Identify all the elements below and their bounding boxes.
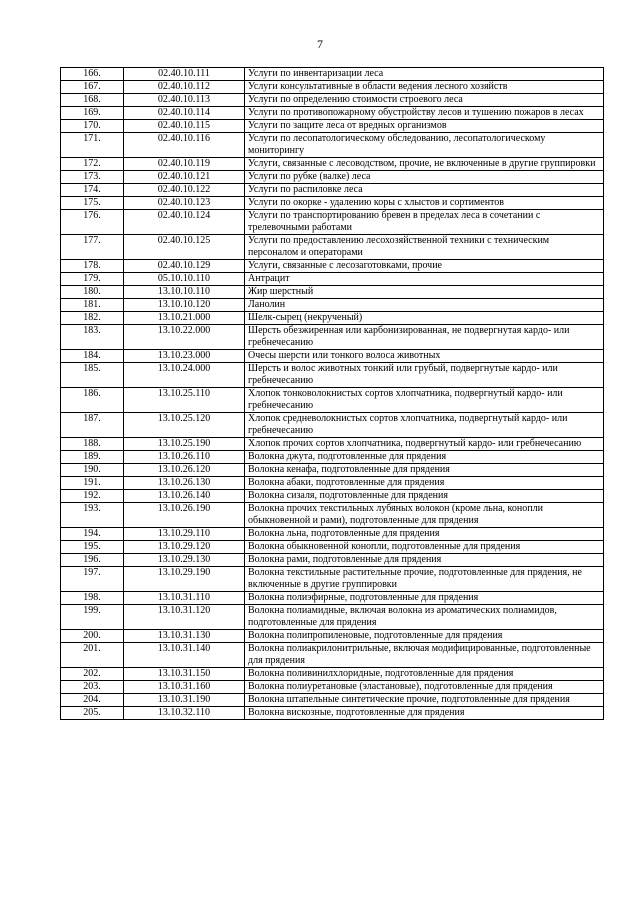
row-number: 179.: [61, 273, 124, 286]
row-name: Антрацит: [245, 273, 604, 286]
row-number: 191.: [61, 477, 124, 490]
table-row: [61, 707, 604, 720]
row-code: 13.10.29.190: [124, 567, 245, 592]
row-name: Ланолин: [245, 299, 604, 312]
row-code: 02.40.10.113: [124, 94, 245, 107]
row-name: Волокна льна, подготовленные для прядения: [245, 528, 604, 541]
row-name: Услуги по инвентаризации леса: [245, 68, 604, 81]
row-name: Шелк-сырец (некрученый): [245, 312, 604, 325]
row-name: Волокна текстильные растительные прочие, подготовленные для прядения, не включенные в другие группировки: [245, 567, 604, 592]
row-code: 13.10.22.000: [124, 325, 245, 350]
row-name: Волокна полиакрилонитрильные, включая модифицированные, подготовленные для прядения: [245, 643, 604, 668]
row-code: 13.10.31.130: [124, 630, 245, 643]
row-number: 187.: [61, 413, 124, 438]
table-row: [61, 490, 604, 503]
row-name: Шерсть обезжиренная или карбонизированная, не подвергнутая кардо- или гребнечесанию: [245, 325, 604, 350]
table-row: [61, 592, 604, 605]
row-name: Волокна поливинилхлоридные, подготовленные для прядения: [245, 668, 604, 681]
table-row: [61, 273, 604, 286]
table-row: [61, 363, 604, 388]
table-row: [61, 120, 604, 133]
table-row: [61, 694, 604, 707]
row-code: 13.10.24.000: [124, 363, 245, 388]
row-number: 173.: [61, 171, 124, 184]
row-number: 176.: [61, 210, 124, 235]
row-code: 13.10.31.140: [124, 643, 245, 668]
table-row: [61, 477, 604, 490]
row-name: Волокна сизаля, подготовленные для прядения: [245, 490, 604, 503]
table-row: [61, 567, 604, 592]
row-code: 02.40.10.122: [124, 184, 245, 197]
row-code: 13.10.31.160: [124, 681, 245, 694]
row-name: Услуги по защите леса от вредных организмов: [245, 120, 604, 133]
table-row: [61, 94, 604, 107]
row-number: 177.: [61, 235, 124, 260]
row-code: 02.40.10.123: [124, 197, 245, 210]
row-number: 182.: [61, 312, 124, 325]
row-number: 180.: [61, 286, 124, 299]
row-code: 13.10.25.120: [124, 413, 245, 438]
row-number: 185.: [61, 363, 124, 388]
row-code: 13.10.31.110: [124, 592, 245, 605]
row-code: 13.10.23.000: [124, 350, 245, 363]
row-name: Услуги по распиловке леса: [245, 184, 604, 197]
row-code: 13.10.26.130: [124, 477, 245, 490]
row-number: 201.: [61, 643, 124, 668]
row-number: 197.: [61, 567, 124, 592]
row-code: 02.40.10.112: [124, 81, 245, 94]
table-row: [61, 630, 604, 643]
row-number: 195.: [61, 541, 124, 554]
row-code: 13.10.10.120: [124, 299, 245, 312]
row-number: 178.: [61, 260, 124, 273]
row-number: 203.: [61, 681, 124, 694]
row-name: Услуги по определению стоимости строевого леса: [245, 94, 604, 107]
row-number: 184.: [61, 350, 124, 363]
row-number: 189.: [61, 451, 124, 464]
table-row: [61, 605, 604, 630]
row-number: 194.: [61, 528, 124, 541]
table-row: [61, 184, 604, 197]
row-name: Волокна обыкновенной конопли, подготовленные для прядения: [245, 541, 604, 554]
row-number: 171.: [61, 133, 124, 158]
row-number: 196.: [61, 554, 124, 567]
row-name: Волокна прочих текстильных лубяных волокон (кроме льна, конопли обыкновенной и рами), подготовленные для прядения: [245, 503, 604, 528]
table-row: [61, 541, 604, 554]
row-name: Хлопок тонковолокнистых сортов хлопчатника, подвергнутый кардо- или гребнечесанию: [245, 388, 604, 413]
row-name: Хлопок средневолокнистых сортов хлопчатника, подвергнутый кардо- или гребнечесанию: [245, 413, 604, 438]
row-name: Волокна абаки, подготовленные для прядения: [245, 477, 604, 490]
row-code: 13.10.26.190: [124, 503, 245, 528]
table-row: [61, 681, 604, 694]
row-name: Волокна штапельные синтетические прочие, подготовленные для прядения: [245, 694, 604, 707]
row-name: Услуги по лесопатологическому обследованию, лесопатологическому мониторингу: [245, 133, 604, 158]
table-row: [61, 451, 604, 464]
row-code: 02.40.10.115: [124, 120, 245, 133]
table-row: [61, 68, 604, 81]
row-number: 167.: [61, 81, 124, 94]
table-row: [61, 197, 604, 210]
page-number: 7: [317, 37, 323, 51]
row-code: 13.10.32.110: [124, 707, 245, 720]
row-number: 200.: [61, 630, 124, 643]
row-name: Волокна полиамидные, включая волокна из ароматических полиамидов, подготовленные для прядения: [245, 605, 604, 630]
row-number: 174.: [61, 184, 124, 197]
row-number: 190.: [61, 464, 124, 477]
table-row: [61, 107, 604, 120]
row-code: 02.40.10.119: [124, 158, 245, 171]
row-name: Шерсть и волос животных тонкий или грубый, подвергнутые кардо- или гребнечесанию: [245, 363, 604, 388]
row-code: 13.10.31.120: [124, 605, 245, 630]
row-number: 198.: [61, 592, 124, 605]
row-code: 13.10.29.110: [124, 528, 245, 541]
row-name: Услуги по транспортированию бревен в пределах леса в сочетании с трелевочными работами: [245, 210, 604, 235]
row-name: Волокна полипропиленовые, подготовленные для прядения: [245, 630, 604, 643]
row-number: 199.: [61, 605, 124, 630]
row-name: Очесы шерсти или тонкого волоса животных: [245, 350, 604, 363]
row-name: Жир шерстный: [245, 286, 604, 299]
row-code: 02.40.10.129: [124, 260, 245, 273]
table-row: [61, 325, 604, 350]
row-code: 13.10.25.190: [124, 438, 245, 451]
table-body: [61, 68, 604, 720]
row-number: 170.: [61, 120, 124, 133]
row-name: Хлопок прочих сортов хлопчатника, подвергнутый кардо- или гребнечесанию: [245, 438, 604, 451]
table-row: [61, 554, 604, 567]
table-row: [61, 286, 604, 299]
classifier-table: [60, 67, 604, 720]
row-name: Услуги по противопожарному обустройству лесов и тушению пожаров в лесах: [245, 107, 604, 120]
row-number: 183.: [61, 325, 124, 350]
row-code: 02.40.10.124: [124, 210, 245, 235]
row-number: 202.: [61, 668, 124, 681]
row-name: Услуги по рубке (валке) леса: [245, 171, 604, 184]
table-row: [61, 503, 604, 528]
table-row: [61, 464, 604, 477]
table-row: [61, 312, 604, 325]
row-code: 13.10.31.150: [124, 668, 245, 681]
row-code: 13.10.10.110: [124, 286, 245, 299]
row-name: Услуги консультативные в области ведения лесного хозяйств: [245, 81, 604, 94]
table-row: [61, 158, 604, 171]
table-row: [61, 299, 604, 312]
table-row: [61, 350, 604, 363]
row-number: 181.: [61, 299, 124, 312]
row-code: 02.40.10.114: [124, 107, 245, 120]
row-code: 05.10.10.110: [124, 273, 245, 286]
row-code: 13.10.29.120: [124, 541, 245, 554]
row-code: 13.10.31.190: [124, 694, 245, 707]
row-number: 188.: [61, 438, 124, 451]
table-row: [61, 260, 604, 273]
table-row: [61, 668, 604, 681]
row-name: Услуги по окорке - удалению коры с хлыстов и сортиментов: [245, 197, 604, 210]
row-code: 13.10.26.140: [124, 490, 245, 503]
table-row: [61, 528, 604, 541]
row-name: Волокна полиэфирные, подготовленные для прядения: [245, 592, 604, 605]
row-number: 205.: [61, 707, 124, 720]
table-row: [61, 81, 604, 94]
row-number: 169.: [61, 107, 124, 120]
row-code: 02.40.10.125: [124, 235, 245, 260]
row-name: Волокна кенафа, подготовленные для прядения: [245, 464, 604, 477]
row-code: 13.10.21.000: [124, 312, 245, 325]
row-name: Волокна джута, подготовленные для прядения: [245, 451, 604, 464]
table-row: [61, 438, 604, 451]
row-number: 192.: [61, 490, 124, 503]
table-row: [61, 210, 604, 235]
table-row: [61, 133, 604, 158]
row-name: Услуги по предоставлению лесохозяйственной техники с техническим персоналом и операторами: [245, 235, 604, 260]
row-number: 186.: [61, 388, 124, 413]
row-code: 02.40.10.111: [124, 68, 245, 81]
row-number: 204.: [61, 694, 124, 707]
row-name: Услуги, связанные с лесозаготовками, прочие: [245, 260, 604, 273]
row-code: 13.10.25.110: [124, 388, 245, 413]
row-number: 172.: [61, 158, 124, 171]
row-number: 175.: [61, 197, 124, 210]
row-code: 02.40.10.121: [124, 171, 245, 184]
table-row: [61, 171, 604, 184]
table-row: [61, 643, 604, 668]
table-row: [61, 235, 604, 260]
row-code: 02.40.10.116: [124, 133, 245, 158]
row-number: 193.: [61, 503, 124, 528]
row-code: 13.10.29.130: [124, 554, 245, 567]
row-name: Волокна полиуретановые (эластановые), подготовленные для прядения: [245, 681, 604, 694]
row-code: 13.10.26.120: [124, 464, 245, 477]
row-number: 168.: [61, 94, 124, 107]
row-name: Волокна вискозные, подготовленные для прядения: [245, 707, 604, 720]
table-row: [61, 413, 604, 438]
row-code: 13.10.26.110: [124, 451, 245, 464]
row-number: 166.: [61, 68, 124, 81]
row-name: Услуги, связанные с лесоводством, прочие, не включенные в другие группировки: [245, 158, 604, 171]
table-row: [61, 388, 604, 413]
row-name: Волокна рами, подготовленные для прядения: [245, 554, 604, 567]
